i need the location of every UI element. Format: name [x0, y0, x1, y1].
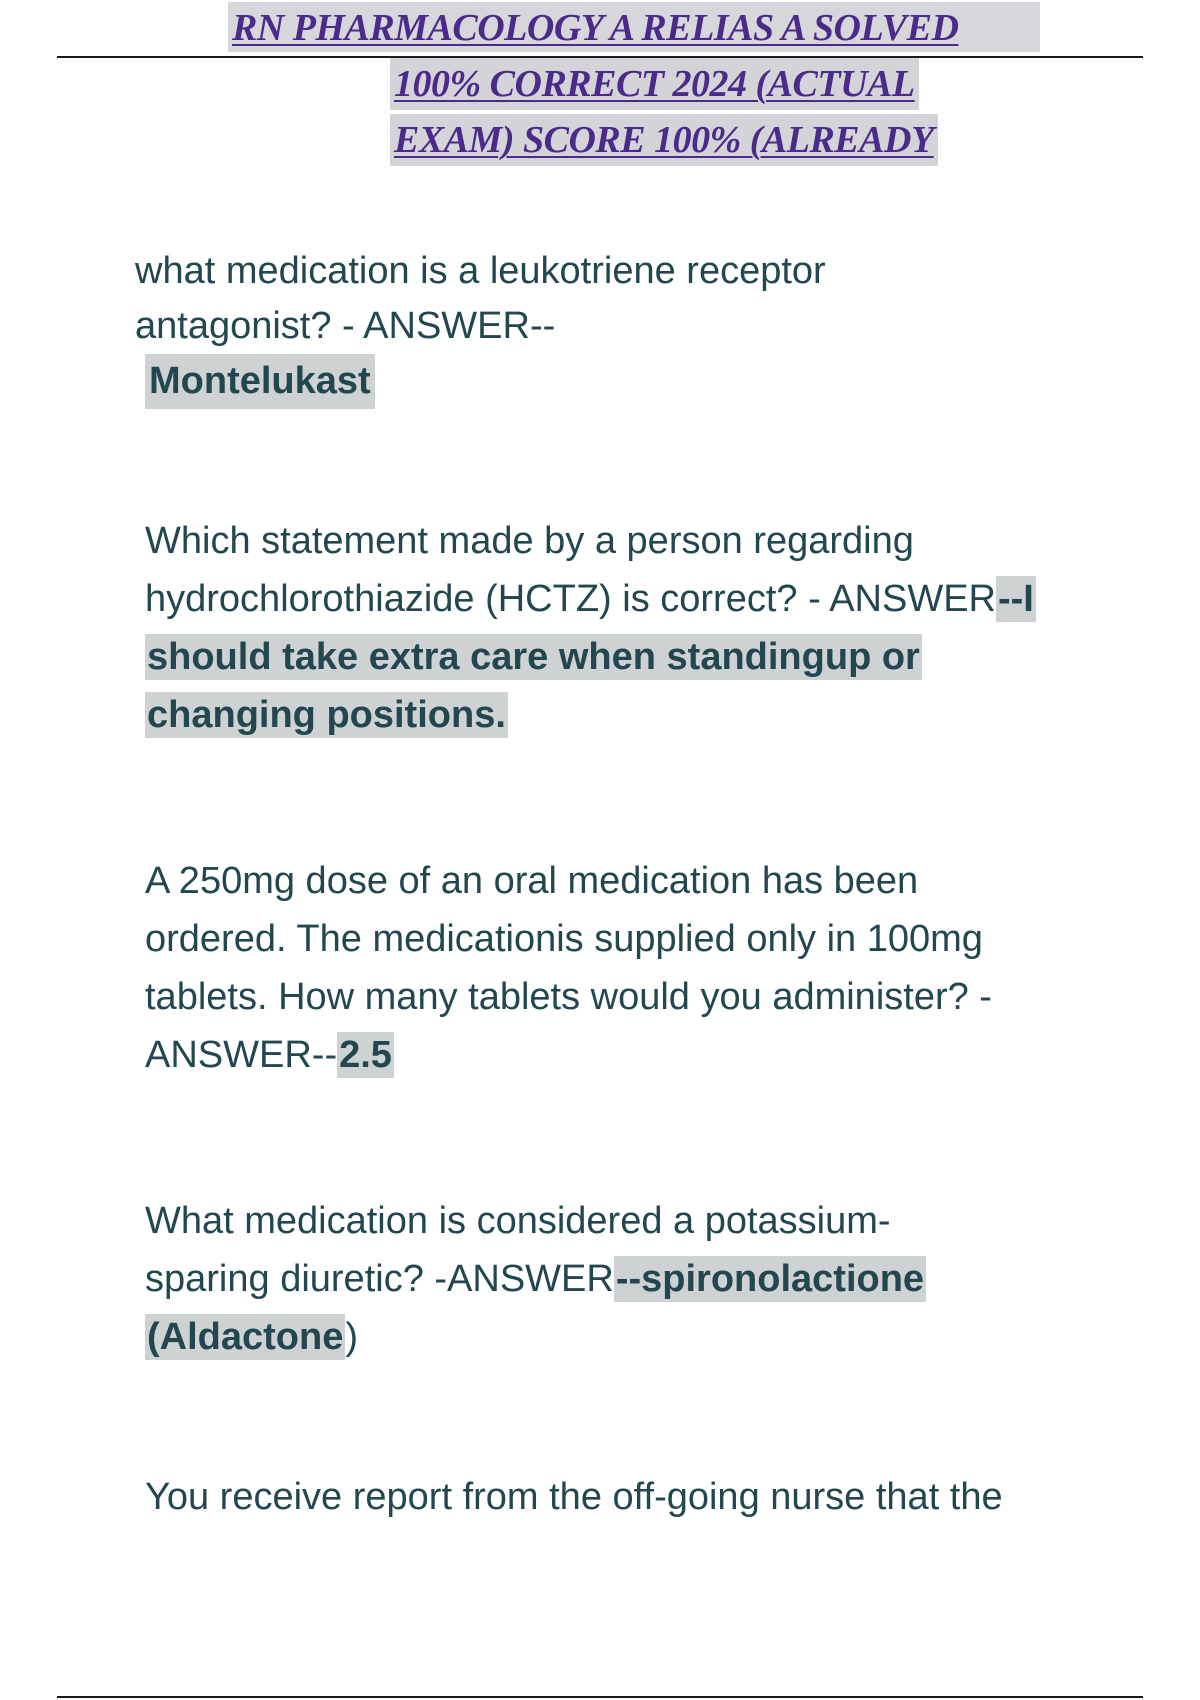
answer-text: (Aldactone [147, 1316, 344, 1358]
answer-text: --I [998, 578, 1034, 620]
question-text: ANSWER-- [145, 1034, 338, 1076]
question-text: hydrochlorothiazide (HCTZ) is correct? - ANSWER [145, 578, 996, 620]
question-block-2 [145, 512, 1105, 744]
question-block-4 [145, 1192, 1105, 1366]
document-title-line-2: 100% CORRECT 2024 (ACTUAL [390, 58, 919, 110]
question-text: what medication is a leukotriene receptor [135, 250, 826, 292]
question-text: A 250mg dose of an oral medication has been [145, 860, 919, 902]
answer-text: 2.5 [339, 1034, 392, 1076]
answer-text: --spironolactione [615, 1258, 925, 1300]
answer-text: Montelukast [145, 354, 375, 409]
question-text: sparing diuretic? -ANSWER [145, 1258, 614, 1300]
question-block-1 [135, 244, 1095, 409]
question-text: antagonist? - ANSWER-- [135, 305, 556, 347]
document-title-line-3: EXAM) SCORE 100% (ALREADY [390, 114, 938, 166]
question-text: Which statement made by a person regarding [145, 520, 914, 562]
question-block-5 [145, 1468, 1105, 1526]
answer-text: changing positions. [147, 694, 506, 736]
answer-text: should take extra care when standingup or [147, 636, 920, 678]
document-title-line-1: RN PHARMACOLOGY A RELIAS A SOLVED [232, 7, 959, 49]
question-text: tablets. How many tablets would you administer? - [145, 976, 992, 1018]
footer-rule [57, 1696, 1143, 1698]
question-text: You receive report from the off-going nurse that the [145, 1476, 1003, 1518]
question-text: ) [345, 1316, 359, 1358]
question-text: What medication is considered a potassium- [145, 1200, 891, 1242]
question-block-3 [145, 852, 1105, 1084]
question-text: ordered. The medicationis supplied only in 100mg [145, 918, 983, 960]
